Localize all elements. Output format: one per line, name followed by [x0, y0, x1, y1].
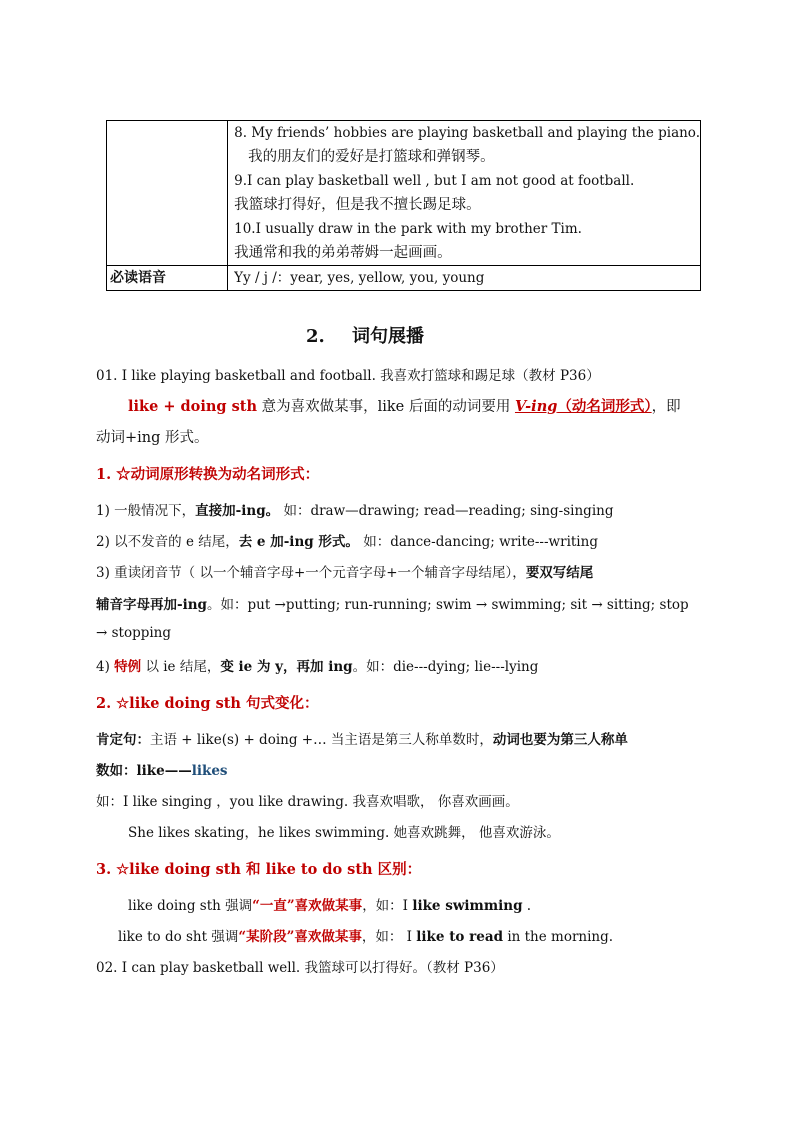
subheading: 2. ☆like doing sth 句式变化：	[96, 695, 319, 712]
sentence-02: 02. I can play basketball well. 我篮球可以打得好。（教材 P36）	[96, 960, 504, 976]
rule-item: → stopping	[96, 625, 172, 641]
grammar-term: V-ing	[514, 398, 558, 415]
grammar-term: like + doing sth	[128, 398, 257, 415]
rule-line: 数如：like——likes	[96, 763, 228, 779]
example-line: She likes skating，he likes swimming. 她喜欢跳舞， 他喜欢游泳。	[128, 825, 560, 841]
table-row	[107, 121, 701, 266]
table-content-cell	[228, 121, 701, 266]
phonics-cell	[228, 266, 701, 291]
rule-item: 3) 重读闭音节（ 以一个辅音字母+一个元音字母+一个辅音字母结尾），要双写结尾	[96, 565, 594, 581]
sentence-en: 8. My friends’ hobbies are playing basketball and playing the piano.	[234, 125, 700, 141]
rule-line: 肯定句：主语 + like(s) + doing +… 当主语是第三人称单数时，动词也要为第三人称单	[96, 732, 628, 748]
comparison-line: like to do sht 强调“某阶段”喜欢做某事，如： I like to read in the morning.	[118, 929, 614, 945]
rule-line: 动词+ing 形式。	[96, 430, 209, 446]
sentence-en: 9.I can play basketball well , but I am not good at football.	[234, 173, 635, 189]
sentence-01: 01. I like playing basketball and football. 我喜欢打篮球和踢足球（教材 P36）	[96, 368, 600, 384]
section-number: 2.	[306, 326, 325, 347]
rule-item: 辅音字母再加-ing。如：put →putting; run-running; swim → swimming; sit → sitting; stop	[96, 597, 689, 613]
table-label-cell	[107, 121, 228, 266]
phonics-text: Yy / j /：year, yes, yellow, you, young	[234, 270, 485, 286]
comparison-line: like doing sth 强调“一直”喜欢做某事，如：I like swimming .	[128, 898, 532, 914]
section-title: 词句展播	[352, 326, 424, 347]
subheading: 1. ☆动词原形转换为动名词形式：	[96, 466, 320, 483]
example-line: 如：I like singing ，you like drawing. 我喜欢唱歌， 你喜欢画画。	[96, 794, 519, 810]
summary-table	[106, 120, 701, 291]
rule-item: 4) 特例 以 ie 结尾，变 ie 为 y，再加 ing。如：die---dying; lie---lying	[96, 659, 539, 675]
rule-item: 1) 一般情况下，直接加-ing。 如：draw—drawing; read—reading; sing-singing	[96, 503, 614, 519]
sentence-cn: 我篮球打得好，但是我不擅长踢足球。	[234, 197, 481, 213]
rule-item: 2) 以不发音的 e 结尾，去 e 加-ing 形式。 如：dance-dancing; write---writing	[96, 534, 598, 550]
section-heading	[306, 322, 424, 348]
sentence-en: 10.I usually draw in the park with my brother Tim.	[234, 221, 582, 237]
sentence-cn: 我的朋友们的爱好是打篮球和弹钢琴。	[248, 149, 495, 165]
subheading: 3. ☆like doing sth 和 like to do sth 区别：	[96, 861, 422, 878]
table-row	[107, 266, 701, 291]
rule-line: like + doing sth 意为喜欢做某事，like 后面的动词要用 V-ing（动名词形式），即	[128, 398, 681, 415]
sentence-cn: 我通常和我的弟弟蒂姆一起画画。	[234, 245, 452, 261]
phonics-label: 必读语音	[107, 266, 228, 291]
